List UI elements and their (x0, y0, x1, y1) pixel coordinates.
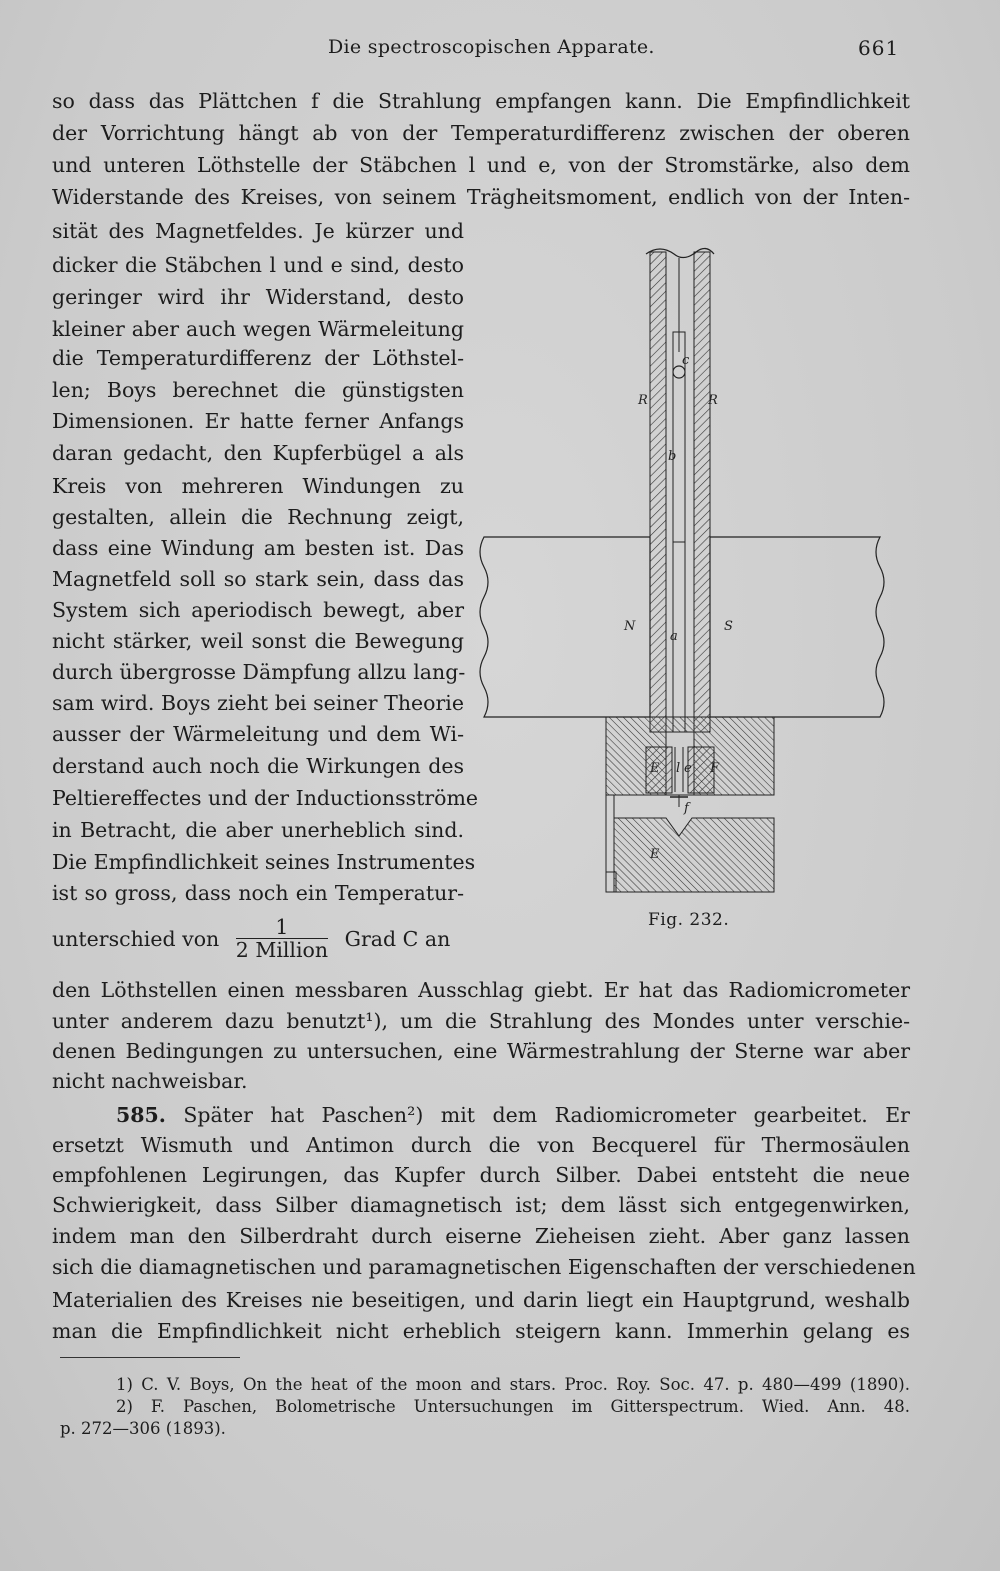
text-line: derstand auch noch die Wirkungen des (52, 754, 464, 778)
label-s: S (724, 619, 733, 634)
text-line: daran gedacht, den Kupferbügel a als (52, 441, 464, 465)
label-r-left: R (638, 393, 648, 408)
magnet-pole-s (710, 537, 884, 717)
text-line: ersetzt Wismuth und Antimon durch die von Becquerel für Thermosäulen (52, 1133, 910, 1157)
text-line: nicht stärker, weil sonst die Bewegung (52, 629, 464, 653)
text-line: kleiner aber auch wegen Wärmeleitung (52, 317, 464, 341)
text-line: Dimensionen. Er hatte ferner Anfangs (52, 409, 464, 433)
label-c: c (682, 353, 690, 368)
text-line: gestalten, allein die Rechnung zeigt, (52, 505, 464, 529)
footnote-rule (60, 1357, 240, 1358)
text-line: Widerstande des Kreises, von seinem Trägheitsmoment, endlich von der Inten- (52, 185, 910, 209)
text-line: dass eine Windung am besten ist. Das (52, 536, 464, 560)
text-line: len; Boys berechnet die günstigsten (52, 378, 464, 402)
label-n: N (624, 619, 636, 634)
text-line: Kreis von mehreren Windungen zu (52, 474, 464, 498)
text-line: sich die diamagnetischen und paramagnetischen Eigenschaften der verschiedenen (52, 1255, 916, 1279)
text-line: Die Empfindlichkeit seines Instrumentes (52, 850, 476, 874)
text-line: Materialien des Kreises nie beseitigen, und darin liegt ein Hauptgrund, weshalb (52, 1288, 910, 1312)
section-line-0: Später hat Paschen²) mit dem Radiomicrometer gearbeitet. Er (183, 1103, 910, 1127)
text-line: System sich aperiodisch bewegt, aber (52, 598, 464, 622)
fraction-numerator: 1 (236, 916, 328, 939)
label-a: a (670, 629, 678, 644)
text-line: ausser der Wärmeleitung und dem Wi- (52, 722, 464, 746)
text-line: empfohlenen Legirungen, das Kupfer durch Silber. Dabei entsteht die neue (52, 1163, 910, 1187)
fraction-after: Grad C an (344, 927, 451, 951)
label-e-bottom: E (650, 847, 660, 862)
label-b: b (668, 449, 677, 464)
label-l: l (676, 761, 681, 776)
text-line: denen Bedingungen zu untersuchen, eine Wärmestrahlung der Sterne war aber (52, 1039, 910, 1063)
label-f-bar: F (710, 761, 720, 776)
figure-caption: Fig. 232. (648, 910, 730, 930)
footnote-1: 1) C. V. Boys, On the heat of the moon and stars. Proc. Roy. Soc. 47. p. 480—499 (1890). (116, 1375, 910, 1394)
section-first-line (116, 1102, 910, 1128)
label-f: f (684, 801, 689, 816)
text-line: ist so gross, dass noch ein Temperatur- (52, 881, 464, 905)
text-line: sität des Magnetfeldes. Je kürzer und (52, 219, 464, 243)
fraction-denominator: 2 Million (235, 938, 329, 962)
section-number: 585. (116, 1103, 166, 1127)
page-number: 661 (858, 36, 900, 60)
fraction-before: unterschied von (52, 927, 220, 951)
fraction (236, 916, 328, 961)
text-line: in Betracht, die aber unerheblich sind. (52, 818, 464, 842)
fraction-text-line (52, 915, 451, 963)
text-line: den Löthstellen einen messbaren Ausschlag giebt. Er hat das Radiomicrometer (52, 978, 910, 1002)
footnote-2-cont: p. 272—306 (1893). (60, 1419, 226, 1438)
text-line: Peltiereffectes und der Inductionsströme (52, 786, 479, 810)
bottom-block (614, 818, 774, 892)
text-line: Schwierigkeit, dass Silber diamagnetisch ist; dem lässt sich entgegenwirken, (52, 1193, 910, 1217)
label-e-left: E (650, 761, 660, 776)
label-r-right: R (708, 393, 718, 408)
radiomicrometer-figure (470, 232, 910, 932)
text-line: die Temperaturdifferenz der Löthstel- (52, 346, 464, 370)
running-title: Die spectroscopischen Apparate. (328, 36, 655, 58)
text-line: sam wird. Boys zieht bei seiner Theorie (52, 691, 464, 715)
text-line: man die Empfindlichkeit nicht erheblich steigern kann. Immerhin gelang es (52, 1319, 910, 1343)
footnote-2: 2) F. Paschen, Bolometrische Untersuchungen im Gitterspectrum. Wied. Ann. 48. (116, 1397, 910, 1416)
text-line: nicht nachweisbar. (52, 1069, 248, 1093)
label-e: e (684, 761, 692, 776)
text-line: unter anderem dazu benutzt¹), um die Strahlung des Mondes unter verschie- (52, 1009, 910, 1033)
text-line: indem man den Silberdraht durch eiserne Zieheisen zieht. Aber ganz lassen (52, 1224, 910, 1248)
text-line: so dass das Plättchen f die Strahlung empfangen kann. Die Empfindlichkeit (52, 89, 910, 113)
text-line: der Vorrichtung hängt ab von der Temperaturdifferenz zwischen der oberen (52, 121, 910, 145)
text-line: Magnetfeld soll so stark sein, dass das (52, 567, 464, 591)
text-line: dicker die Stäbchen l und e sind, desto (52, 253, 464, 277)
text-line: geringer wird ihr Widerstand, desto (52, 285, 464, 309)
text-line: durch übergrosse Dämpfung allzu lang- (52, 660, 466, 684)
tube-wall-right (694, 252, 710, 732)
text-line: und unteren Löthstelle der Stäbchen l und e, von der Stromstärke, also dem (52, 153, 910, 177)
tube-wall-left (650, 252, 666, 732)
